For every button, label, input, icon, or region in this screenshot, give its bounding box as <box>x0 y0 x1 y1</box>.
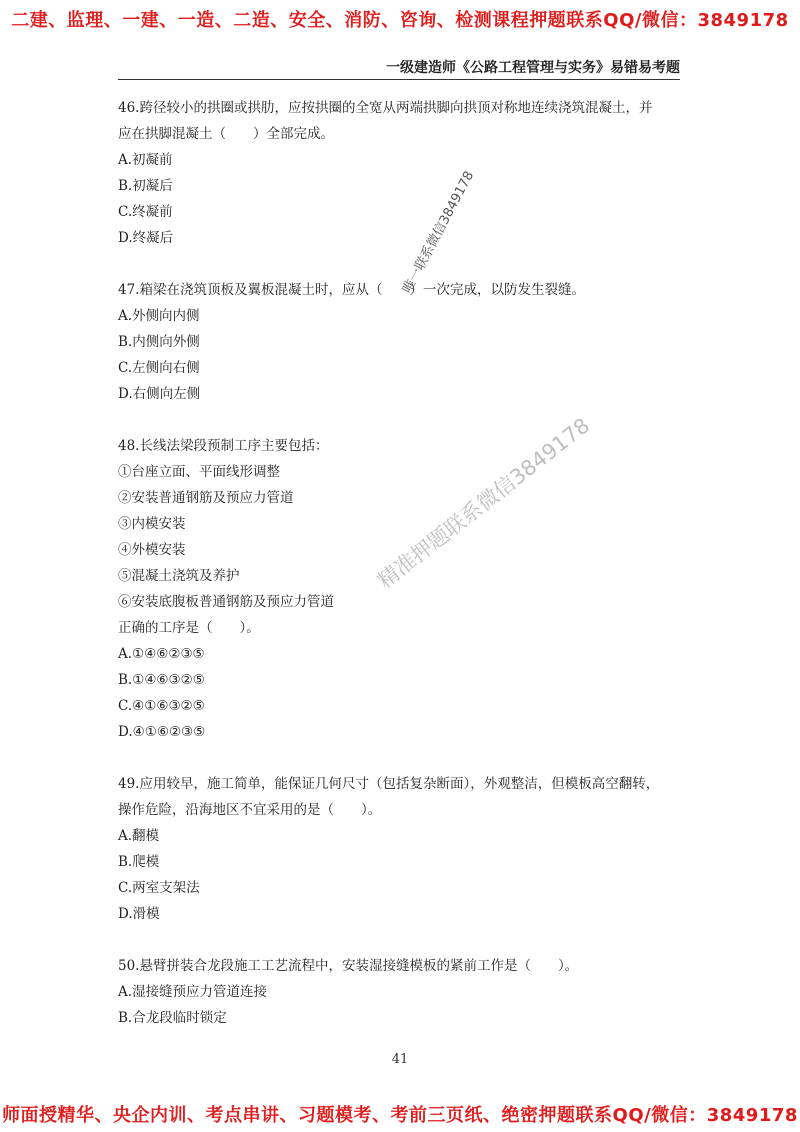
document-header-title: 一级建造师《公路工程管理与实务》易错易考题 <box>386 60 680 76</box>
question-49-option-d: D.滑模 <box>118 906 160 922</box>
question-50-option-a: A.湿接缝预应力管道连接 <box>118 984 268 1000</box>
question-48-option-c: C.④①⑥③②⑤ <box>118 698 205 714</box>
question-47-option-d: D.右侧向左侧 <box>118 386 201 402</box>
question-47-option-c: C.左侧向右侧 <box>118 360 200 376</box>
question-48-step-2: ②安装普通钢筋及预应力管道 <box>118 490 294 506</box>
question-list <box>118 95 698 1057</box>
question-48-stem-prompt: 正确的工序是（ ）。 <box>118 620 260 636</box>
question-49-option-a: A.翻模 <box>118 828 160 844</box>
question-50 <box>118 953 698 1031</box>
question-48-step-1: ①台座立面、平面线形调整 <box>118 464 280 480</box>
question-46-stem-line-1: 46.跨径较小的拱圈或拱肋，应按拱圈的全宽从两端拱脚向拱顶对称地连续浇筑混凝土，并 <box>118 100 653 116</box>
watermark-large: 精准押题联系微信3849178 <box>373 413 595 594</box>
question-46-option-a: A.初凝前 <box>118 152 173 168</box>
question-47 <box>118 277 698 407</box>
question-48 <box>118 433 698 745</box>
question-46-option-d: D.终凝后 <box>118 230 174 246</box>
question-49-option-b: B.爬模 <box>118 854 160 870</box>
question-48-option-a: A.①④⑥②③⑤ <box>118 646 205 662</box>
bottom-promo-banner: 师面授精华、央企内训、考点串讲、习题模考、考前三页纸、绝密押题联系QQ/微信：3849178 <box>2 1105 798 1126</box>
question-48-step-4: ④外模安装 <box>118 542 186 558</box>
question-48-step-6: ⑥安装底腹板普通钢筋及预应力管道 <box>118 594 334 610</box>
question-49-option-c: C.两室支架法 <box>118 880 200 896</box>
question-48-step-3: ③内模安装 <box>118 516 186 532</box>
question-48-step-5: ⑤混凝土浇筑及养护 <box>118 568 240 584</box>
question-47-option-b: B.内侧向外侧 <box>118 334 200 350</box>
question-47-stem-line-1: 47.箱梁在浇筑顶板及翼板混凝土时，应从（ ）一次完成，以防发生裂缝。 <box>118 282 585 298</box>
question-49 <box>118 771 698 927</box>
header-divider <box>118 79 680 80</box>
top-promo-banner: 二建、监理、一建、一造、二造、安全、消防、咨询、检测课程押题联系QQ/微信：3849178 <box>11 10 789 31</box>
question-50-stem-line-1: 50.悬臂拼装合龙段施工工艺流程中，安装湿接缝模板的紧前工作是（ ）。 <box>118 958 579 974</box>
question-46-option-b: B.初凝后 <box>118 178 173 194</box>
question-48-option-d: D.④①⑥②③⑤ <box>118 724 206 740</box>
question-46 <box>118 95 698 251</box>
question-48-option-b: B.①④⑥③②⑤ <box>118 672 205 688</box>
question-48-stem-line-1: 48.长线法梁段预制工序主要包括： <box>118 438 329 454</box>
question-46-option-c: C.终凝前 <box>118 204 173 220</box>
question-47-option-a: A.外侧向内侧 <box>118 308 200 324</box>
question-49-stem-line-1: 49.应用较早，施工简单，能保证几何尺寸（包括复杂断面），外观整洁，但模板高空翻转， <box>118 776 660 792</box>
question-50-option-b: B.合龙段临时锁定 <box>118 1010 227 1026</box>
question-46-stem-line-2: 应在拱脚混凝土（ ）全部完成。 <box>118 126 334 142</box>
watermark-small: 唯一联系微信3849178 <box>400 168 478 296</box>
page-number: 41 <box>391 1052 409 1067</box>
question-49-stem-line-2: 操作危险，沿海地区不宜采用的是（ ）。 <box>118 802 382 818</box>
